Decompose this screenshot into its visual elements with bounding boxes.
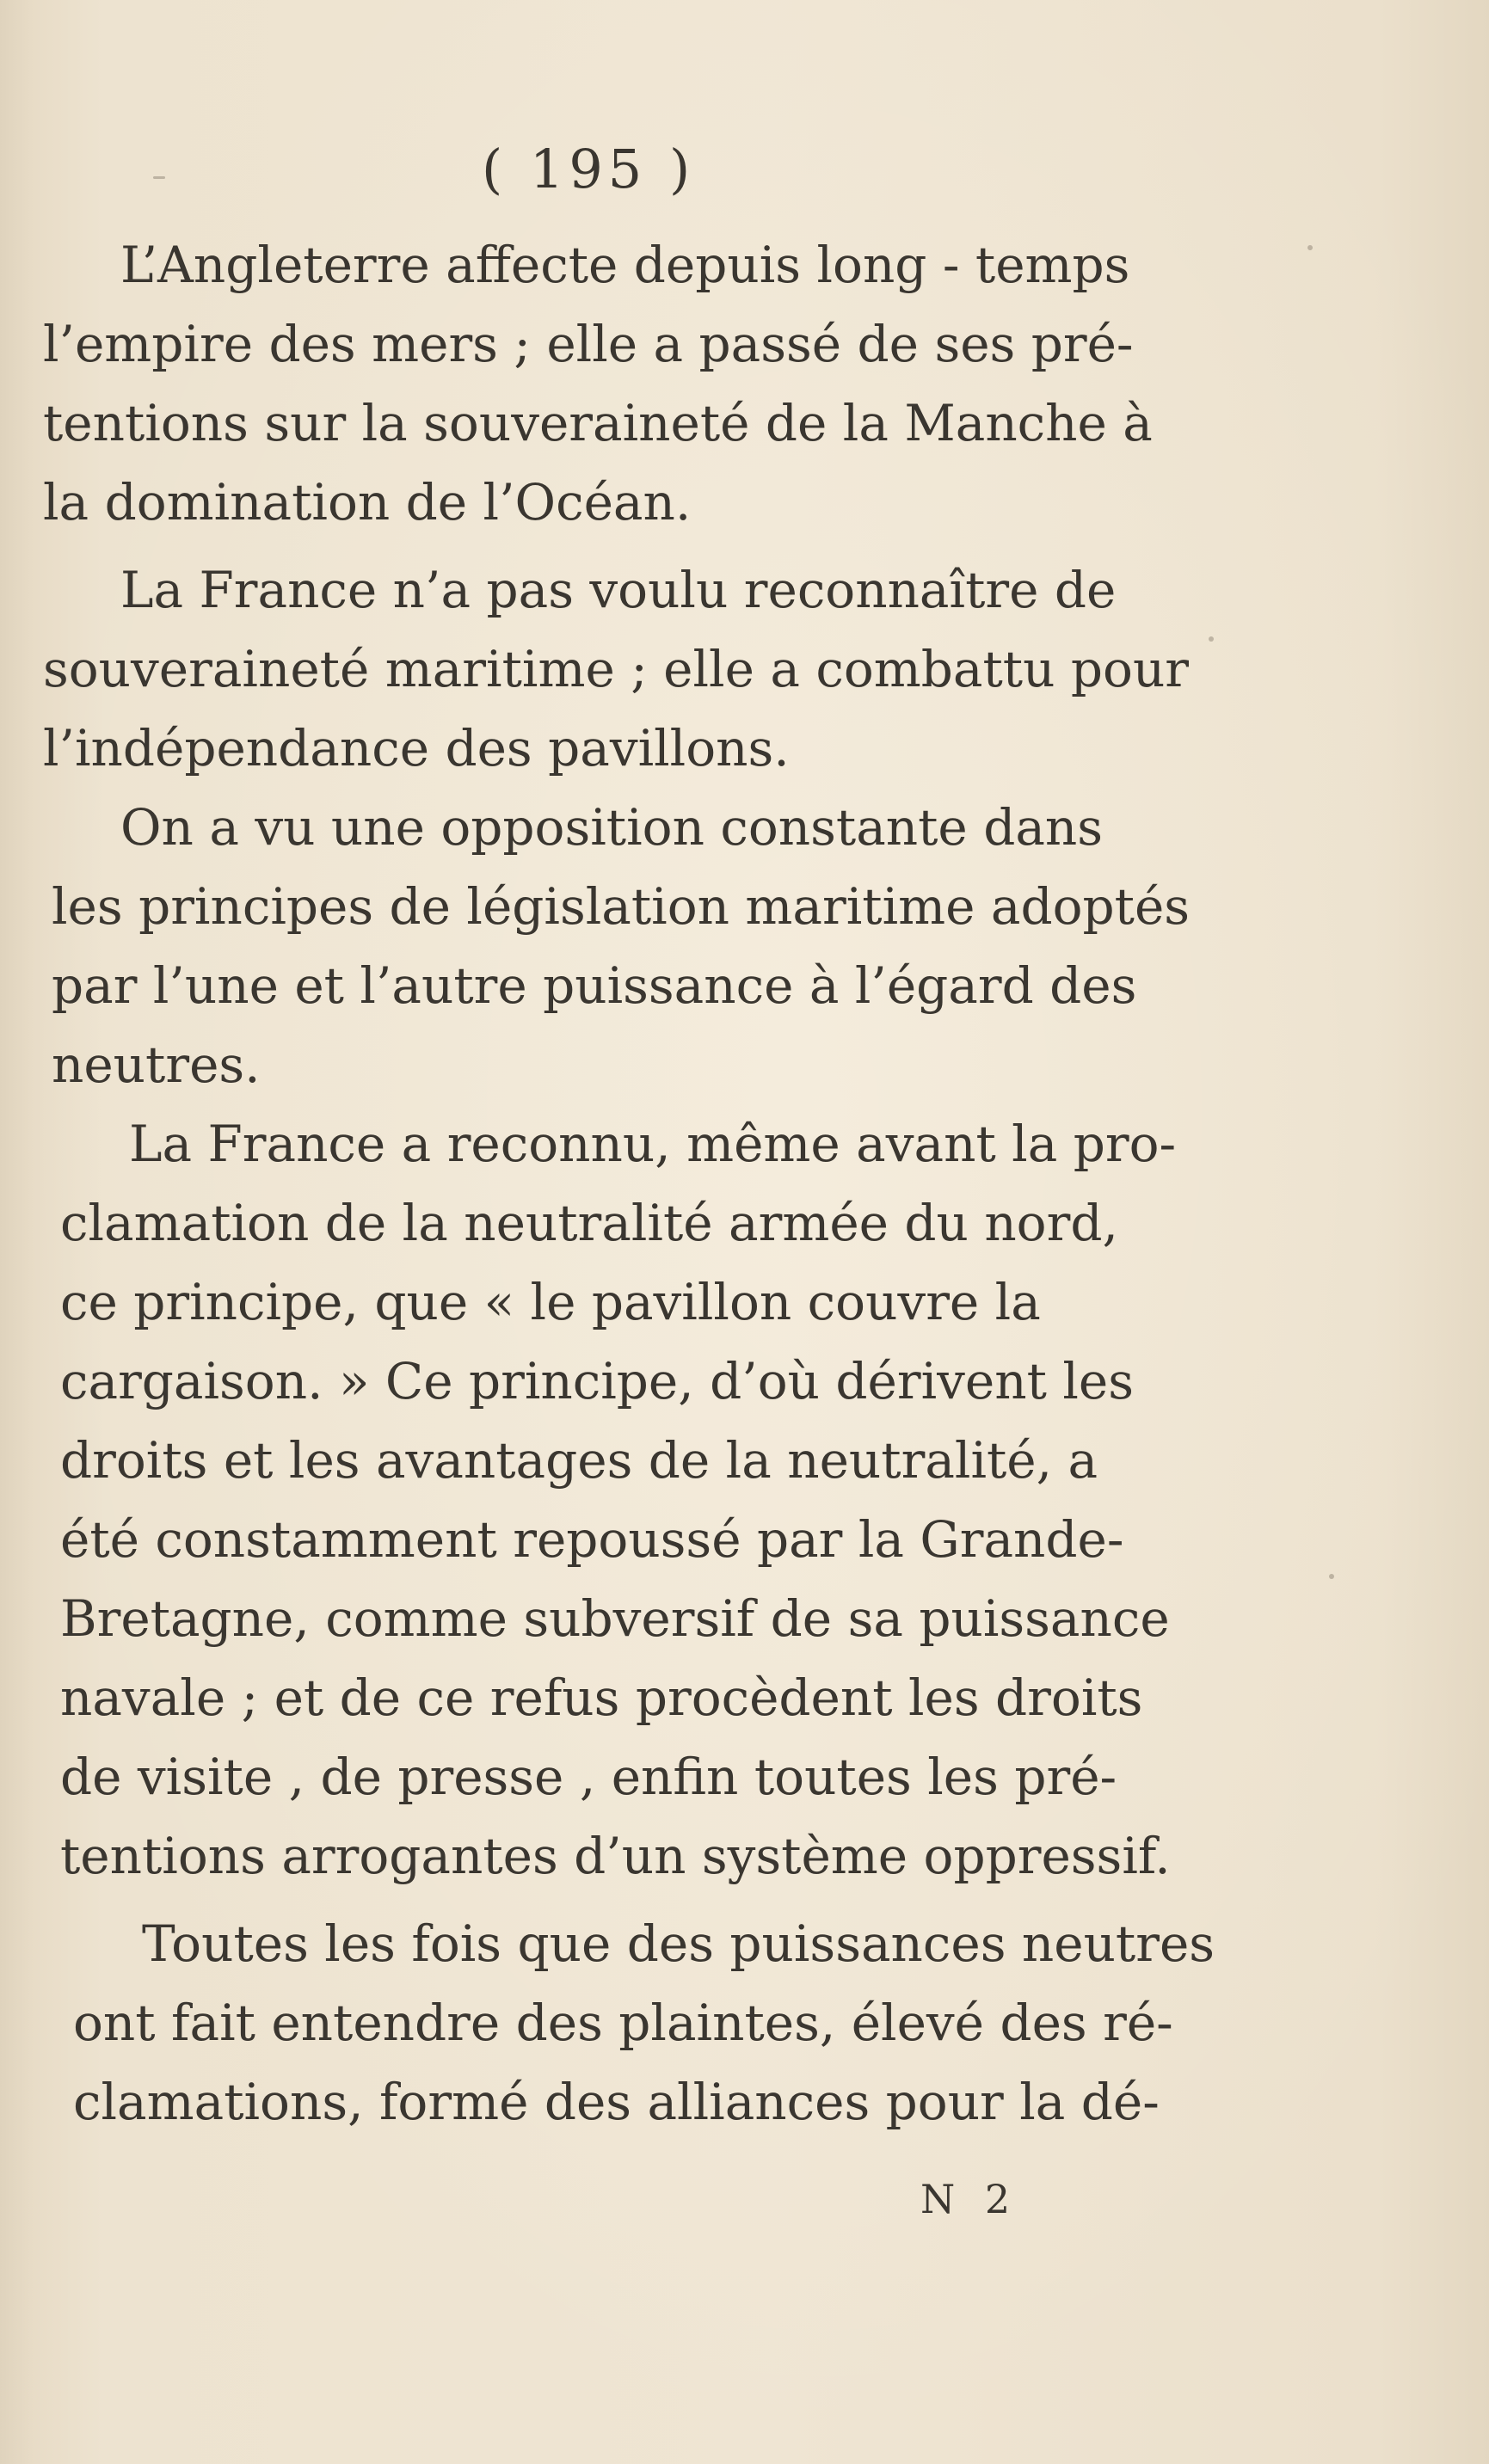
text-line: l’empire des mers ; elle a passé de ses pré- [43, 315, 1134, 373]
text-line: ont fait entendre des plaintes, élevé des ré- [73, 1994, 1173, 2052]
text-line: l’indépendance des pavillons. [43, 719, 790, 777]
text-line: été constamment repoussé par la Grande- [60, 1510, 1124, 1569]
text-line: neutres. [52, 1035, 261, 1094]
text-line: les principes de législation maritime adoptés [52, 877, 1191, 936]
text-line: clamations, formé des alliances pour la dé- [73, 2073, 1160, 2131]
text-line: La France a reconnu, même avant la pro- [129, 1115, 1177, 1173]
text-line: La France n’a pas voulu reconnaître de [120, 561, 1117, 619]
text-line: par l’une et l’autre puissance à l’égard des [52, 956, 1137, 1015]
page-number: ( 195 ) [482, 138, 696, 200]
text-line: navale ; et de ce refus procèdent les droits [60, 1668, 1143, 1727]
text-line: souveraineté maritime ; elle a combattu pour [43, 640, 1190, 698]
text-line: la domination de l’Océan. [43, 473, 692, 532]
text-line: L’Angleterre affecte depuis long - temps [120, 236, 1130, 294]
text-line: tentions arrogantes d’un système oppressif. [60, 1827, 1171, 1885]
text-line: Toutes les fois que des puissances neutres [142, 1914, 1215, 1973]
text-line: cargaison. » Ce principe, d’où dérivent les [60, 1352, 1134, 1410]
text-line: tentions sur la souveraineté de la Manche à [43, 394, 1153, 452]
text-line: On a vu une opposition constante dans [120, 798, 1104, 857]
signature-mark: N 2 [920, 2176, 1019, 2222]
text-line: ce principe, que « le pavillon couvre la [60, 1273, 1041, 1331]
text-line: de visite , de presse , enfin toutes les pré- [60, 1748, 1117, 1806]
text-line: Bretagne, comme subversif de sa puissance [60, 1589, 1170, 1648]
text-line: clamation de la neutralité armée du nord, [60, 1194, 1118, 1252]
text-line: droits et les avantages de la neutralité, a [60, 1431, 1098, 1490]
